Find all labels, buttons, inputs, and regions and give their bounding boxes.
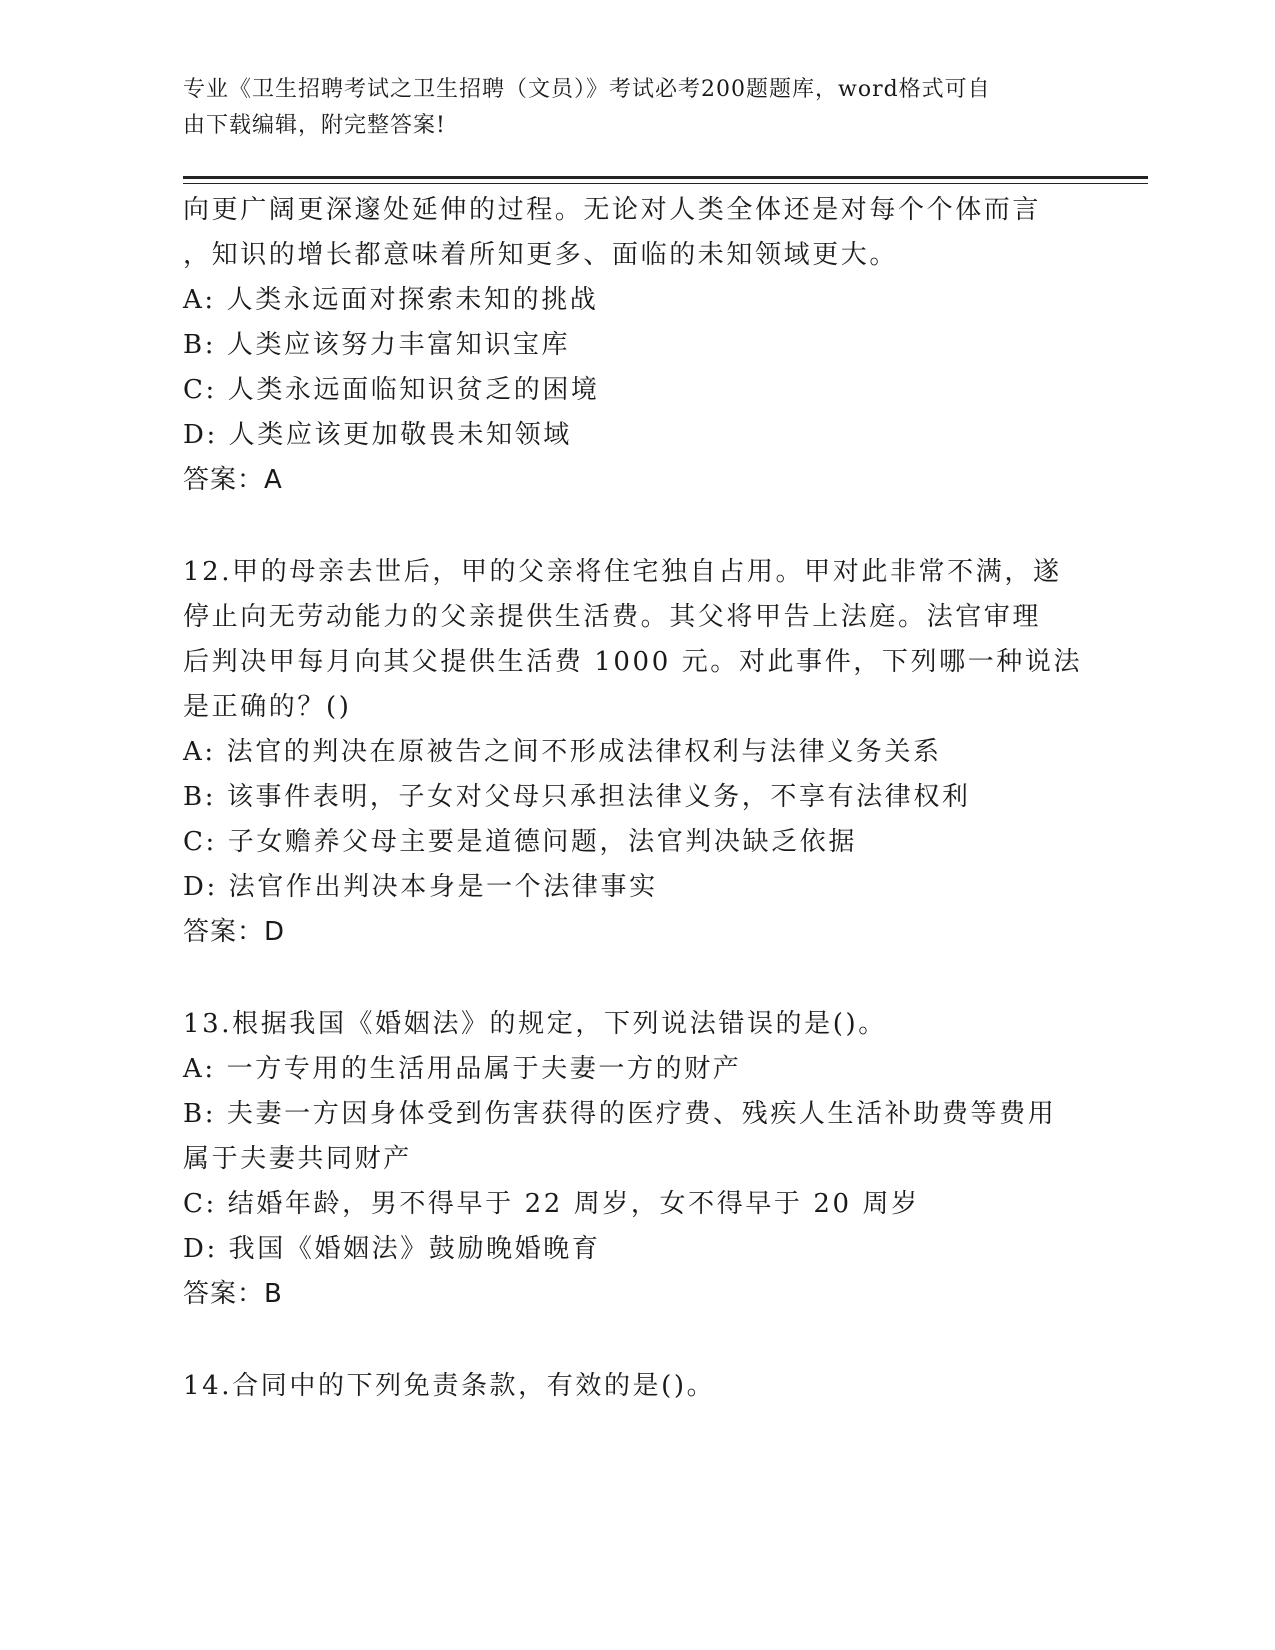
option-a: A: 一方专用的生活用品属于夫妻一方的财产 (183, 1054, 742, 1084)
option-a: A: 法官的判决在原被告之间不形成法律权利与法律义务关系 (183, 737, 942, 767)
header-divider-thin (183, 183, 1148, 184)
question-stem-line: 14.合同中的下列免责条款，有效的是()。 (183, 1371, 716, 1401)
question-stem-line: 13.根据我国《婚姻法》的规定，下列说法错误的是()。 (183, 1009, 887, 1039)
option-d: D: 人类应该更加敬畏未知领域 (183, 420, 572, 450)
question-11 (183, 188, 1083, 503)
option-c: C: 结婚年龄，男不得早于 22 周岁，女不得早于 20 周岁 (183, 1189, 920, 1219)
question-stem-line: 后判决甲每月向其父提供生活费 1000 元。对此事件，下列哪一种说法 (183, 647, 1083, 677)
question-stem-line: ，知识的增长都意味着所知更多、面临的未知领域更大。 (183, 240, 899, 270)
question-12 (183, 550, 1083, 955)
question-14 (183, 1364, 1083, 1409)
option-b: B: 该事件表明，子女对父母只承担法律义务，不享有法律权利 (183, 782, 971, 812)
option-b: B: 人类应该努力丰富知识宝库 (183, 330, 571, 360)
question-gap (183, 503, 1083, 550)
option-d: D: 我国《婚姻法》鼓励晚婚晚育 (183, 1234, 601, 1264)
option-b-continued: 属于夫妻共同财产 (183, 1144, 412, 1174)
header-line-2: 由下载编辑，附完整答案! (183, 113, 446, 138)
question-list (183, 188, 1083, 1409)
question-stem-line: 是正确的？() (183, 692, 352, 722)
question-gap (183, 1317, 1083, 1364)
document-header (183, 72, 1053, 144)
option-a: A: 人类永远面对探索未知的挑战 (183, 285, 599, 315)
header-line-1: 专业《卫生招聘考试之卫生招聘（文员）》考试必考200题题库，word格式可自 (183, 77, 991, 102)
question-stem-line: 停止向无劳动能力的父亲提供生活费。其父将甲告上法庭。法官审理 (183, 602, 1042, 632)
answer-label: 答案：A (183, 465, 283, 495)
answer-label: 答案：B (183, 1279, 283, 1309)
question-13 (183, 1002, 1083, 1317)
header-divider-thick (183, 176, 1148, 179)
option-c: C: 子女赡养父母主要是道德问题，法官判决缺乏依据 (183, 827, 857, 857)
option-c: C: 人类永远面临知识贫乏的困境 (183, 375, 600, 405)
question-stem-line: 向更广阔更深邃处延伸的过程。无论对人类全体还是对每个个体而言 (183, 195, 1042, 225)
question-stem-line: 12.甲的母亲去世后，甲的父亲将住宅独自占用。甲对此非常不满，遂 (183, 557, 1062, 587)
question-gap (183, 955, 1083, 1002)
answer-label: 答案：D (183, 917, 286, 947)
option-d: D: 法官作出判决本身是一个法律事实 (183, 872, 658, 902)
option-b: B: 夫妻一方因身体受到伤害获得的医疗费、残疾人生活补助费等费用 (183, 1099, 1057, 1129)
